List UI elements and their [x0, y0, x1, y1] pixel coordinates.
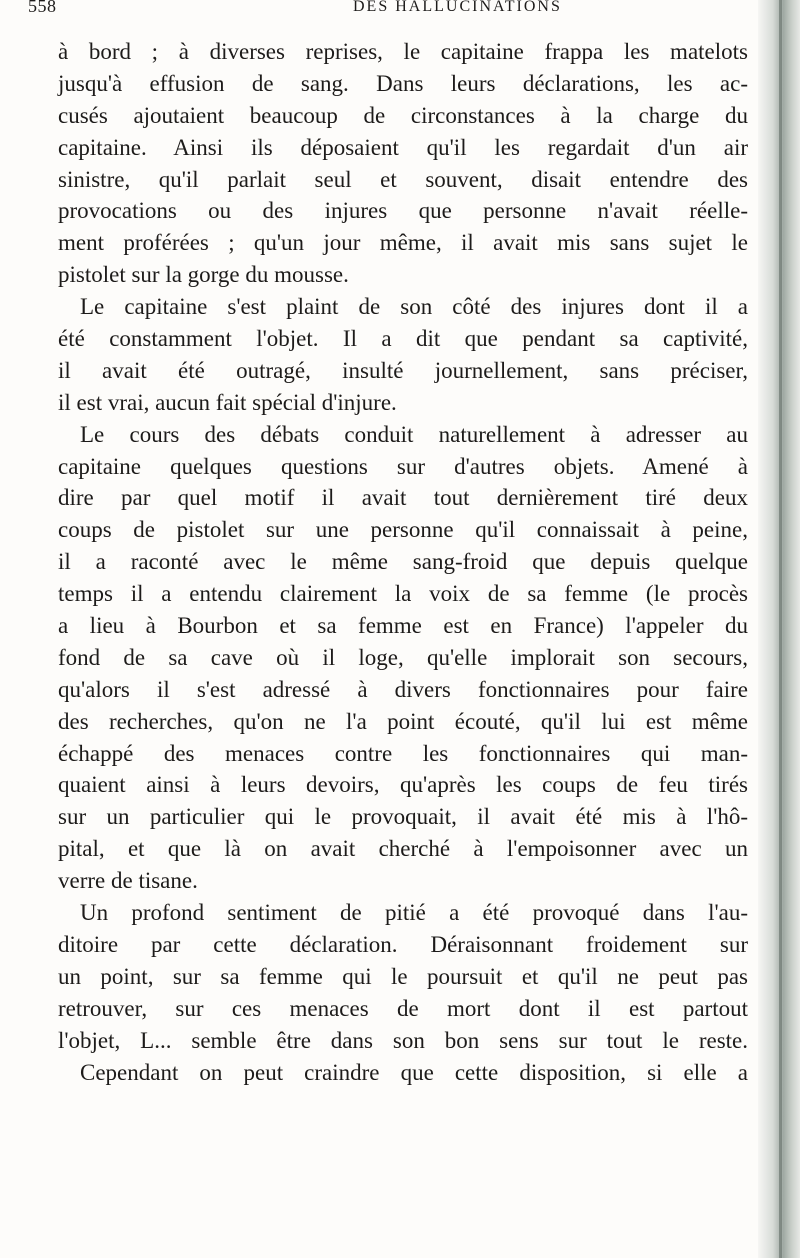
book-binding-line — [779, 0, 782, 1258]
text-line: à bord ; à diverses reprises, le capitaine frappa les matelots — [58, 39, 748, 64]
text-line: provocations ou des injures que personne n'avait réelle- — [58, 198, 748, 224]
text-line: échappé des menaces contre les fonctionnaires qui man- — [58, 740, 748, 766]
text-line: Cependant on peut craindre que cette disposition, si elle a — [80, 1059, 748, 1085]
text-line: pital, et que là on avait cherché à l'empoisonner avec un — [58, 836, 748, 862]
text-line: Un profond sentiment de pitié a été provoqué dans l'au- — [80, 900, 748, 926]
text-line: capitaine quelques questions sur d'autres objets. Amené à — [58, 453, 748, 479]
text-line: temps il a entendu clairement la voix de sa femme (le procès — [58, 581, 748, 607]
text-line: l'objet, L... semble être dans son bon sens sur tout le reste. — [58, 1027, 748, 1053]
running-title: DES HALLUCINATIONS — [353, 0, 562, 15]
text-line: a lieu à Bourbon et sa femme est en France) l'appeler du — [58, 613, 748, 639]
text-line: été constamment l'objet. Il a dit que pendant sa captivité, — [58, 326, 748, 352]
text-line: quaient ainsi à leurs devoirs, qu'après les coups de feu tirés — [58, 772, 748, 798]
text-line: Le capitaine s'est plaint de son côté des injures dont il a — [80, 294, 748, 320]
text-line: capitaine. Ainsi ils déposaient qu'il les regardait d'un air — [58, 134, 748, 160]
text-line: qu'alors il s'est adressé à divers fonctionnaires pour faire — [58, 676, 748, 702]
text-line: dire par quel motif il avait tout dernièrement tiré deux — [58, 485, 748, 511]
text-line: il est vrai, aucun fait spécial d'injure. — [58, 389, 397, 415]
text-line: coups de pistolet sur une personne qu'il connaissait à peine, — [58, 517, 748, 543]
text-line: sur un particulier qui le provoquait, il avait été mis à l'hô- — [58, 804, 748, 830]
running-header — [28, 0, 748, 26]
text-line: retrouver, sur ces menaces de mort dont il est partout — [58, 995, 748, 1021]
text-line: jusqu'à effusion de sang. Dans leurs déclarations, les ac- — [58, 70, 748, 96]
text-line: Le cours des débats conduit naturellement à adresser au — [80, 421, 748, 447]
text-line: pistolet sur la gorge du mousse. — [58, 262, 349, 288]
text-line: un point, sur sa femme qui le poursuit et qu'il ne peut pas — [58, 963, 748, 989]
text-line: il avait été outragé, insulté journellement, sans préciser, — [58, 357, 748, 383]
text-line: cusés ajoutaient beaucoup de circonstances à la charge du — [58, 102, 748, 128]
text-line: fond de sa cave où il loge, qu'elle implorait son secours, — [58, 644, 748, 670]
text-line: il a raconté avec le même sang-froid que depuis quelque — [58, 549, 748, 575]
text-line: verre de tisane. — [58, 868, 198, 894]
text-line: des recherches, qu'on ne l'a point écouté, qu'il lui est même — [58, 708, 748, 734]
page-number: 558 — [28, 0, 57, 16]
text-line: ment proférées ; qu'un jour même, il avait mis sans sujet le — [58, 230, 748, 256]
text-line: sinistre, qu'il parlait seul et souvent, disait entendre des — [58, 166, 748, 192]
body-text — [58, 36, 748, 1088]
text-line: ditoire par cette déclaration. Déraisonnant froidement sur — [58, 931, 748, 957]
